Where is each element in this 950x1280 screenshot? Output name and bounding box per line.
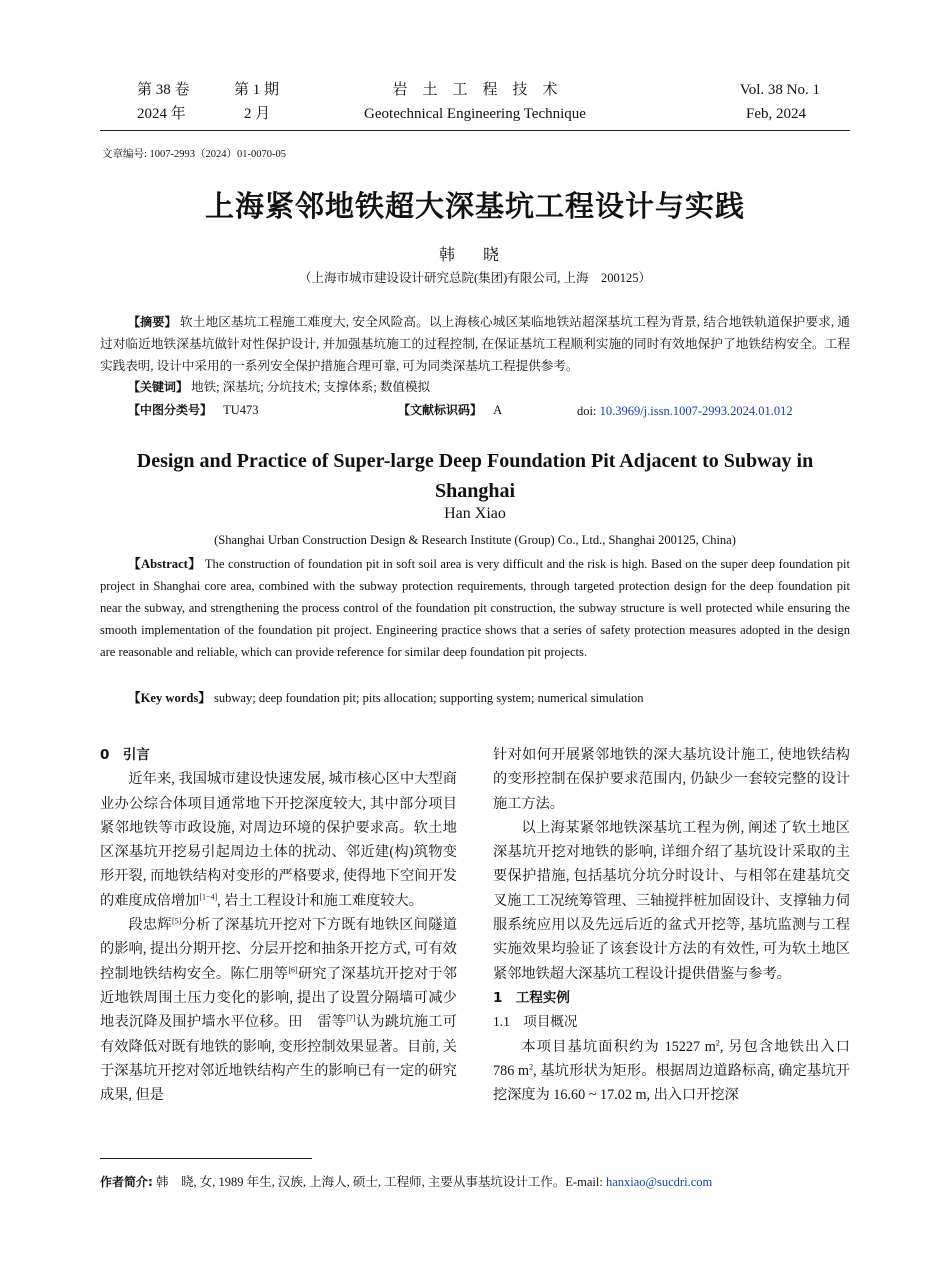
citation-6: [6] <box>288 964 298 974</box>
keywords-cn-label: 【关键词】 <box>128 380 189 394</box>
author-en: Han Xiao <box>444 505 506 522</box>
body-paragraph-4: 以上海某紧邻地铁深基坑工程为例, 阐述了软土地区深基坑开挖对地铁的影响, 详细介绍了基坑设计采取的主要保护措施, 包括基坑分坑分时设计、与相邻在建基坑交叉施工工况统筹管理、三轴搅拌桩加固设计、支撑轴力伺服系统应用以及先远后近的盆式开挖等, 基坑监测与工程实施效果均验证了该套设计方法的有效性, 可为软土地区紧邻地铁超大深基坑工程设计提供借鉴与参考。 <box>493 819 850 982</box>
body-paragraph-5-a: 本项目基坑面积约为 15227 m <box>521 1038 716 1055</box>
keywords-cn-text: 地铁; 深基坑; 分坑技术; 支撑体系; 数值模拟 <box>191 380 431 394</box>
article-number: 文章编号: 1007-2993（2024）01-0070-05 <box>102 149 287 160</box>
body-paragraph-3: 针对如何开展紧邻地铁的深大基坑设计施工, 使地铁结构的变形控制在保护要求范围内, 仍缺少一套较完整的设计施工方法。 <box>493 747 850 812</box>
citation-5: [5] <box>171 916 182 926</box>
header-rule <box>100 130 850 131</box>
section-1-1-heading: 1.1 项目概况 <box>493 1014 578 1030</box>
abstract-en <box>100 553 850 663</box>
body-right-column <box>493 743 850 1107</box>
title-cn: 上海紧邻地铁超大深基坑工程设计与实践 <box>204 189 745 223</box>
header-journal-en: Geotechnical Engineering Technique <box>364 106 586 122</box>
header-date-en: Feb, 2024 <box>746 106 806 122</box>
citation-1-4: [1−4] <box>199 892 218 902</box>
doi-label: doi: <box>577 404 597 418</box>
section-1-heading: 1 工程实例 <box>493 989 570 1006</box>
doi-link[interactable]: 10.3969/j.issn.1007-2993.2024.01.012 <box>599 404 793 418</box>
header-journal-cn: 岩 土 工 程 技 术 <box>392 82 558 98</box>
body-paragraph-1 <box>100 767 457 913</box>
body-paragraph-2-c: 研究了深基坑开挖对于邻近地铁周围土压力变化的影响, 提出了设置分隔墙可减少地表沉降及围护墙水平位移。田 雷等 <box>100 965 457 1031</box>
author-footnote <box>100 1172 712 1190</box>
document-code-value: A <box>493 403 503 417</box>
footnote-rule <box>100 1158 312 1159</box>
footnote-label: 作者简介: <box>100 1175 153 1189</box>
title-en: Design and Practice of Super-large Deep Foundation Pit Adjacent to Subway in Shanghai <box>136 450 814 502</box>
keywords-en-text: subway; deep foundation pit; pits allocation; supporting system; numerical simulation <box>214 691 644 705</box>
keywords-en <box>128 688 643 708</box>
abstract-cn-label: 【摘要】 <box>128 315 177 329</box>
abstract-cn <box>100 311 850 377</box>
author-cn: 韩 晓 <box>438 247 511 264</box>
abstract-en-label: 【Abstract】 <box>128 557 202 571</box>
document-code <box>398 400 502 420</box>
citation-7: [7] <box>346 1013 356 1023</box>
header-volume-en: Vol. 38 No. 1 <box>739 82 820 98</box>
header-issue-cn: 第 1 期 <box>234 82 280 98</box>
header-month-cn: 2 月 <box>244 106 271 122</box>
header-volume-cn: 第 38 卷 <box>137 82 190 98</box>
header-year-cn: 2024 年 <box>137 106 186 122</box>
doi <box>577 401 793 421</box>
keywords-en-label: 【Key words】 <box>128 691 211 705</box>
author-email-link[interactable]: hanxiao@sucdri.com <box>605 1175 713 1189</box>
document-code-label: 【文献标识码】 <box>398 403 483 417</box>
section-0-heading: 0 引言 <box>100 747 150 763</box>
body-paragraph-1-tail: , 岩土工程设计和施工难度较大。 <box>217 892 423 909</box>
body-left-column <box>100 743 457 1107</box>
superscript-2b: 2 <box>529 1062 534 1072</box>
clc-number <box>128 400 259 420</box>
body-paragraph-5-c: , 基坑形状为矩形。根据周边道路标高, 确定基坑开挖深度为 16.60 ~ 17.02 m, 出入口开挖深 <box>493 1062 850 1104</box>
keywords-cn <box>128 377 430 397</box>
clc-label: 【中图分类号】 <box>128 403 213 417</box>
clc-value: TU473 <box>223 403 259 417</box>
abstract-en-text: The construction of foundation pit in soft soil area is very difficult and the risk is high. Based on the super deep foundation pit project in Shanghai core area, combined with the subway protection requirements, through targeted protection design for the deep foundation pit near the subway, and strengthening the process control of the foundation pit construction, the subway structure is well protected while ensuring the smooth implementation of the foundation pit project. Engineering practice shows that a series of safety protection measures adopted in the design are reasonable and reliable, which can provide reference for similar deep foundation pit projects. <box>100 557 850 659</box>
superscript-2a: 2 <box>715 1037 720 1047</box>
body-paragraph-5 <box>493 1035 850 1108</box>
body-paragraph-5-b: , 另包含地铁出入口 786 m <box>493 1038 850 1079</box>
body-paragraph-1-text: 近年来, 我国城市建设快速发展, 城市核心区中大型商业办公综合体项目通常地下开挖深度较大, 其中部分项目紧邻地铁等市政设施, 对周边环境的保护要求高。软土地区深基坑开挖易引起周边土体的扰动、邻近建(构)筑物变形开裂, 而地铁结构对变形的严格要求, 使得地下空间开发的难度成倍增加 <box>100 771 457 909</box>
footnote-text: 韩 晓, 女, 1989 年生, 汉族, 上海人, 硕士, 工程师, 主要从事基坑设计工作。E-mail: <box>155 1175 606 1189</box>
body-paragraph-2 <box>100 913 457 1107</box>
affiliation-cn: （上海市城市建设设计研究总院(集团)有限公司, 上海 200125） <box>298 271 652 285</box>
body-paragraph-2-d: 认为跳坑施工可有效降低对既有地铁的影响, 变形控制效果显著。目前, 关于深基坑开挖对邻近地铁结构产生的影响已有一定的研究成果, 但是 <box>100 1014 457 1104</box>
abstract-cn-text: 软土地区基坑工程施工难度大, 安全风险高。以上海核心城区某临地铁站超深基坑工程为背景, 结合地铁轨道保护要求, 通过对临近地铁深基坑做针对性保护设计, 并加强基坑施工的过程控制, 在保证基坑工程顺利实施的同时有效地保护了地铁结构安全。工程实践表明, 设计中采用的一系列安全保护措施合理可靠, 可为同类深基坑工程提供参考。 <box>100 315 850 373</box>
body-paragraph-2-b: 分析了深基坑开挖对下方既有地铁区间隧道的影响, 提出分期开挖、分层开挖和抽条开挖方式, 可有效控制地铁结构安全。陈仁朋等 <box>100 917 457 982</box>
affiliation-en: (Shanghai Urban Construction Design & Research Institute (Group) Co., Ltd., Shanghai 200125, China) <box>214 533 736 547</box>
body-paragraph-2-a: 段忠辉 <box>128 917 172 934</box>
